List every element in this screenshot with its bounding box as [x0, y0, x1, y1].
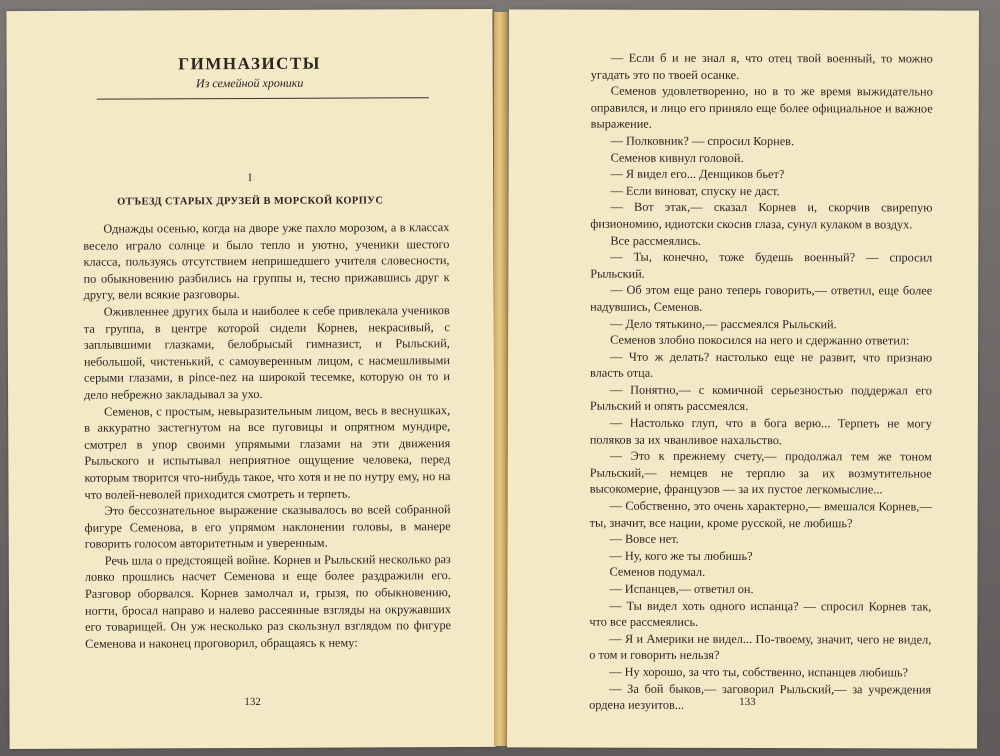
page-number: 133	[739, 695, 756, 709]
paragraph: — Понятно,— с комичной серьезностью поддержал его Рыльский и опять рассмеялся.	[589, 382, 932, 414]
paragraph: — Собственно, это очень характерно,— вмешался Корнев,— ты, значит, все нации, кроме русской, не любишь?	[589, 498, 932, 530]
chapter-title: ОТЪЕЗД СТАРЫХ ДРУЗЕЙ В МОРСКОЙ КОРПУС	[117, 195, 384, 208]
paragraph: Однажды осенью, когда на дворе уже пахло морозом, а в классах весело играло солнце и было тепло и уютно, ученики шестого класса, пользуясь отсутствием непришедшего учителя словесности, по обыкновению разбились на группы и, тесно прижавшись друг к другу, вели всякие разговоры.	[83, 220, 450, 303]
paragraph: Семенов злобно покосился на него и сдержанно ответил:	[610, 332, 910, 348]
paragraph: Семенов подумал.	[609, 565, 706, 580]
paragraph: — Ну хорошо, за что ты, собственно, испанцев любишь?	[609, 664, 909, 680]
paragraph: — Вот этак,— сказал Корнев и, скорчив свирепую физиономию, идиотски скосив глаза, сунул кулаком в воздух.	[590, 199, 933, 232]
paragraph: Семенов удовлетворенно, но в то же время выжидательно оправился, и лицо его приняло еще более официальное и важное выражение.	[590, 83, 933, 132]
paragraph: Речь шла о предстоящей войне. Корнев и Рыльский несколько раз ловко прошлись насчет Семенова и еще более раздражили его. Разговор оборвался. Корнев замолчал и, грызя, по обыкновению, ногти, бросал направо и налево рассеянные взгляды на окружавших его товарищей. Он уж несколько раз скользнул взглядом по фигуре Семенова и наконец проговорил, обращаясь к нему:	[84, 552, 452, 651]
story-subtitle: Из семейной хроники	[195, 75, 304, 91]
paragraph: — Испанцев,— ответил он.	[609, 581, 754, 597]
book-spine	[494, 12, 508, 746]
right-page	[507, 9, 979, 748]
paragraph: Семенов, с простым, невыразительным лицом, весь в веснушках, в аккуратно застегнутом на все пуговицы и опрятном мундире, смотрел в упор своими упрямыми глазами на эти движения Рыльского и испытывал неприятное ощущение человека, перед которым творится что-нибудь такое, что хотя и не по нутру ему, но на что волей-неволей приходится смотреть и терпеть.	[84, 402, 451, 502]
left-page	[6, 9, 495, 749]
right-page-text	[589, 50, 933, 715]
paragraph: Это бессознательное выражение сказывалось во всей собранной фигуре Семенова, в его упрямом наклонении головы, в манере говорить голосом авторитетным и уверенным.	[84, 502, 451, 552]
paragraph: — Если б и не знал я, что отец твой военный, то можно угадать это по твоей осанке.	[590, 50, 933, 82]
paragraph: — Ты видел хоть одного испанца? — спросил Корнев так, что все рассмеялись.	[589, 598, 932, 630]
chapter-number: I	[248, 171, 252, 185]
paragraph: — Это к прежнему счету,— продолжал тем же тоном Рыльский,— немцев не терплю за их возмутительное высокомерие, французов — за их пустое легкомыслие...	[589, 448, 932, 497]
paragraph: — Дело тятькино,— рассмеялся Рыльский.	[610, 316, 837, 331]
paragraph: — За бой быков,— заговорил Рыльский,— за учреждения ордена иезуитов...	[589, 681, 932, 713]
story-title: ГИМНАЗИСТЫ	[178, 53, 321, 74]
paragraph: — Я и Америки не видел... По-твоему, значит, чего не видел, о том и говорить нельзя?	[589, 631, 932, 663]
paragraph: — Ты, конечно, тоже будешь военный? — спросил Рыльский.	[590, 249, 933, 281]
paragraph: — Вовсе нет.	[609, 531, 679, 547]
paragraph: Семенов кивнул головой.	[610, 150, 744, 165]
paragraph: — Я видел его... Денщиков бьет?	[610, 166, 785, 182]
paragraph: — Об этом еще рано теперь говорить,— ответил, еще более надувшись, Семенов.	[590, 282, 933, 314]
paragraph: — Что ж делать? настолько еще не развит, что признаю власть отца.	[589, 349, 933, 381]
left-page-text	[83, 219, 451, 652]
paragraph: — Ну, кого же ты любишь?	[609, 548, 753, 563]
page-number: 132	[244, 695, 261, 709]
title-divider	[97, 97, 429, 99]
paragraph: — Настолько глуп, что в бога верю... Терпеть не могу поляков за их чванливое нахальство.	[589, 415, 932, 447]
paragraph: Оживленнее других была и наиболее к себе привлекала учеников та группа, в центре которой сидели Корнев, некрасивый, с заплывшими глазками, белобрысый гимназист, и Рыльский, небольшой, чистенький, с самоуверенным лицом, с насмешливыми серыми глазами, в pince-nez на широкой тесемке, которую он то и дело небрежно закладывал за ухо.	[83, 303, 451, 402]
paragraph: — Полковник? — спросил Корнев.	[610, 133, 795, 149]
paragraph: — Если виноват, спуску не даст.	[610, 183, 780, 198]
paragraph: Все рассмеялись.	[610, 233, 702, 248]
